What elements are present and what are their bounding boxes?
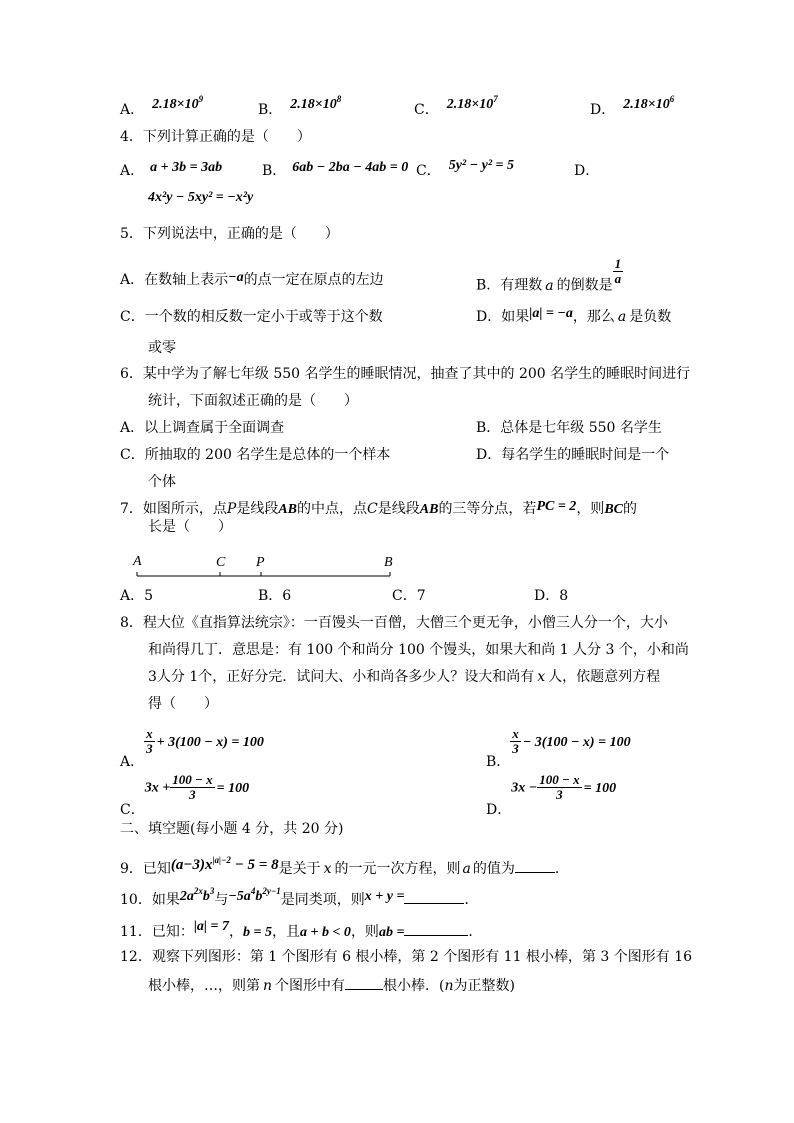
point-label-b: B (384, 555, 393, 570)
point-label-p: P (256, 555, 265, 570)
q10: 10．如果$2a^{2x}b^3$与$-5a^4b^{2y-1}$是同类项，则x + y = ． (120, 886, 479, 908)
point-label-a: A (133, 554, 142, 569)
q8-option-b: B． $\frac{x}{3}$ − 3(100 − x) = 100 (486, 726, 631, 770)
q6-option-c: C．所抽取的 200 名学生是总体的一个样本 (120, 447, 391, 463)
q7-option-d: D．8 (534, 588, 569, 604)
q12-line2: 根小棒，…，则第 n 个图形中有 根小棒．(n为正整数) (148, 975, 515, 995)
q5-option-d: D．如果|a| = −a，那么 a 是负数 (476, 306, 672, 325)
q6-stem-line2: 统计，下面叙述正确的是（ ） (148, 393, 358, 409)
q6-stem-line1: 6．某中学为了解七年级 550 名学生的睡眠情况，抽查了其中的 200 名学生的睡眠时间进行 (120, 366, 691, 382)
q11-answer-blank[interactable] (404, 921, 468, 936)
q5-option-c: C．一个数的相反数一定小于或等于这个数 (120, 309, 383, 325)
q8-line3: 3人分 1个，正好分完．试问大、小和尚各多少人？设大和尚有 x 人，依题意列方程 (148, 669, 661, 685)
q7-stem-line1: 7．如图所示，点P是线段AB的中点，点C是线段AB的三等分点，若PC = 2，则BC的 (120, 499, 637, 517)
q9-answer-blank[interactable] (515, 858, 555, 873)
q8-line1: 8．程大位《直指算法统宗》：一百馒头一百僧，大僧三个更无争，小僧三人分一个，大小 (120, 615, 668, 631)
q3-option-c: C． $2.18\times 10^7$ (414, 94, 498, 118)
q5-option-d-cont: 或零 (148, 340, 176, 356)
q3-option-a: A． $2.18\times 10^9$ (120, 94, 204, 118)
q5-stem: 5．下列说法中，正确的是（ ） (120, 226, 339, 242)
q4-option-c: C． 5y² − y² = 5 (416, 158, 515, 179)
q11: 11．已知：|a| = 7，b = 5，且a + b < 0，则ab = ． (120, 919, 483, 940)
q4-option-b: B． 6ab − 2ba − 4ab = 0 (262, 160, 409, 179)
q4-stem: 4．下列计算正确的是（ ） (120, 129, 311, 145)
q7-option-b: B．6 (258, 588, 292, 604)
q8-option-d: D．3x − $\frac{100 - x}{3}$ = 100 (486, 772, 617, 818)
point-label-c: C (216, 555, 226, 570)
q8-option-c: C．3x + $\frac{100 - x}{3}$ = 100 (120, 772, 250, 818)
q6-option-d: D．每名学生的睡眠时间是一个 (476, 447, 670, 463)
q8-option-a: A． $\frac{x}{3}$ + 3(100 − x) = 100 (120, 726, 264, 770)
q5-option-b: B．有理数 a 的倒数是 $\frac{1}{a}$ (476, 256, 622, 294)
q12-line1: 12．观察下列图形：第 1 个图形有 6 根小棒，第 2 个图形有 11 根小棒，第 3 个图形有 16 (120, 949, 693, 965)
q10-answer-blank[interactable] (404, 889, 464, 904)
q8-line4: 得（ ） (148, 696, 218, 712)
q4-option-d-label: D． (574, 163, 600, 179)
q6-option-a: A．以上调查属于全面调查 (120, 420, 285, 436)
q6-option-d-cont: 个体 (148, 474, 176, 490)
section-title-fill-in: 二、填空题(每小题 4 分，共 20 分) (120, 821, 344, 837)
q9: 9．已知$(a-3)x^{|a|-2} - 5 = 8$是关于 x 的一元一次方程，则 a 的值为 ． (120, 855, 569, 877)
q5-option-a: A．在数轴上表示−a的点一定在原点的左边 (120, 270, 384, 288)
segment-figure (130, 552, 400, 582)
q7-stem-line2: 长是（ ） (148, 519, 232, 535)
q7-option-c: C．7 (392, 588, 426, 604)
q12-answer-blank[interactable] (345, 975, 383, 990)
q3-option-d: D． $2.18\times 10^6$ (590, 94, 675, 118)
q3-option-b: B． $2.18\times 10^8$ (258, 94, 342, 118)
q8-line2: 和尚得几丁．意思是：有 100 个和尚分 100 个馒头，如果大和尚 1 人分 3 个，小和尚 (148, 642, 689, 658)
q7-option-a: A．5 (120, 588, 154, 604)
q4-option-a: A． a + 3b = 3ab (120, 160, 223, 179)
q6-option-b: B．总体是七年级 550 名学生 (476, 420, 662, 436)
q4-option-d: 4x²y − 5xy² = −x²y (148, 190, 254, 205)
